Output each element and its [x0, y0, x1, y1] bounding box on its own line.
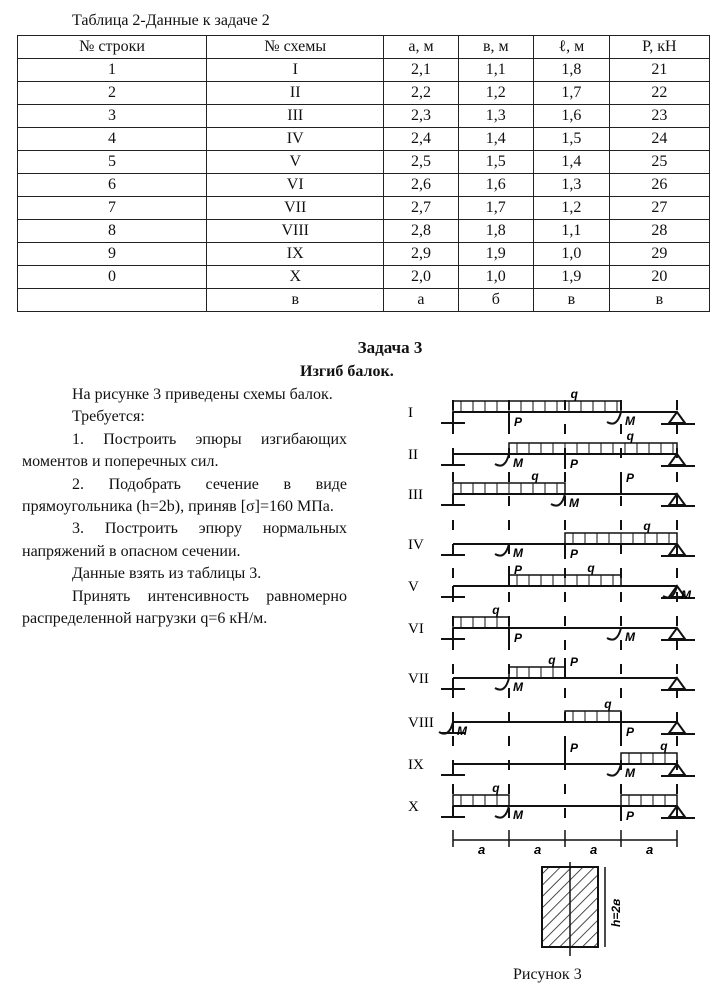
M-label: M: [681, 588, 691, 602]
q-label: q: [604, 697, 612, 711]
table-cell: 2: [18, 82, 207, 105]
beam-scheme: [408, 653, 695, 694]
table-cell: I: [207, 59, 384, 82]
q-label: q: [660, 739, 668, 753]
table-row: [18, 197, 710, 220]
table-cell: 23: [609, 105, 709, 128]
table-cell: в: [207, 289, 384, 312]
beam-scheme: [408, 739, 695, 780]
P-label: P: [570, 547, 579, 561]
table-cell: 9: [18, 243, 207, 266]
table-cell: II: [207, 82, 384, 105]
table-cell: IX: [207, 243, 384, 266]
scheme-label: I: [408, 405, 413, 421]
table-cell: 24: [609, 128, 709, 151]
table-cell: VIII: [207, 220, 384, 243]
table-cell: а: [384, 289, 458, 312]
table-row: [18, 174, 710, 197]
scheme-label: VII: [408, 671, 429, 687]
M-label: M: [457, 724, 467, 738]
table-cell: 2,0: [384, 266, 458, 289]
table-row: [18, 128, 710, 151]
table-cell: 5: [18, 151, 207, 174]
table-cell: 22: [609, 82, 709, 105]
P-label: P: [514, 631, 523, 645]
beam-scheme: [408, 469, 695, 510]
scheme-label: VIII: [408, 715, 434, 731]
table-cell: 1,0: [458, 266, 533, 289]
table-cell: 1,6: [458, 174, 533, 197]
paragraph: Данные взять из таблицы 3.: [72, 565, 262, 583]
P-label: P: [626, 471, 635, 485]
task-subtitle: Изгиб балок.: [300, 363, 394, 380]
table-cell: 1,5: [534, 128, 610, 151]
beam-scheme: [408, 603, 695, 645]
table-cell: 20: [609, 266, 709, 289]
table-cell: 3: [18, 105, 207, 128]
column-header: в, м: [458, 36, 533, 59]
M-label: M: [625, 630, 635, 644]
table-row: [18, 289, 710, 312]
table-cell: б: [458, 289, 533, 312]
section-height-label: h=2в: [609, 898, 623, 927]
table-cell: 1,8: [534, 59, 610, 82]
figure-caption: Рисунок 3: [513, 966, 582, 983]
table-cell: 27: [609, 197, 709, 220]
table-cell: 0: [18, 266, 207, 289]
table-cell: VI: [207, 174, 384, 197]
P-label: P: [570, 741, 579, 755]
M-label: M: [513, 546, 523, 560]
beam-scheme: [408, 519, 695, 561]
P-label: P: [514, 415, 523, 429]
table-row: [18, 220, 710, 243]
column-header: a, м: [384, 36, 458, 59]
table-cell: 1,2: [534, 197, 610, 220]
q-label: q: [492, 781, 500, 795]
table-cell: 2,9: [384, 243, 458, 266]
M-label: M: [625, 414, 635, 428]
q-label: q: [492, 603, 500, 617]
table-cell: 1,3: [458, 105, 533, 128]
table-row: [18, 151, 710, 174]
column-header: P, кН: [609, 36, 709, 59]
paragraph: 1. Построить эпюры изгибающих моментов и поперечных сил.: [22, 430, 347, 471]
paragraph: Принять интенсивность равномерно распределенной нагрузки q=6 кН/м.: [22, 587, 347, 628]
table-row: [18, 105, 710, 128]
scheme-label: VI: [408, 621, 424, 637]
paragraph: На рисунке 3 приведены схемы балок.: [72, 386, 333, 403]
table-cell: VII: [207, 197, 384, 220]
P-label: P: [514, 563, 523, 577]
task-title: Задача 3: [357, 338, 423, 357]
P-label: P: [626, 725, 635, 739]
table-cell: 29: [609, 243, 709, 266]
table-cell: 2,6: [384, 174, 458, 197]
table-cell: V: [207, 151, 384, 174]
paragraph: 2. Подобрать сечение в виде прямоугольника (h=2b), приняв [σ]=160 МПа.: [22, 475, 347, 516]
beam-scheme: [408, 429, 695, 471]
q-label: q: [548, 653, 556, 667]
scheme-label: II: [408, 447, 418, 463]
table-cell: 1,4: [458, 128, 533, 151]
table-cell: 1,9: [534, 266, 610, 289]
table-cell: 1,8: [458, 220, 533, 243]
table-cell: 1,4: [534, 151, 610, 174]
q-label: q: [626, 429, 634, 443]
table-cell: 4: [18, 128, 207, 151]
dimension-a-label: a: [478, 842, 486, 857]
table-header-row: [18, 36, 710, 59]
table-cell: 28: [609, 220, 709, 243]
table-cell: 2,5: [384, 151, 458, 174]
paragraph: 3. Построить эпюру нормальных напряжений в опасном сечении.: [22, 520, 347, 560]
scheme-label: IV: [408, 537, 424, 553]
table-cell: 25: [609, 151, 709, 174]
table-cell: 2,8: [384, 220, 458, 243]
M-label: M: [513, 680, 523, 694]
table-cell: 1,7: [458, 197, 533, 220]
beam-scheme: [408, 387, 695, 429]
scheme-label: V: [408, 579, 419, 595]
table-cell: 1: [18, 59, 207, 82]
column-header: № строки: [18, 36, 207, 59]
table-row: [18, 59, 710, 82]
dimension-a-label: a: [534, 842, 542, 857]
table-cell: 21: [609, 59, 709, 82]
table-cell: 1,2: [458, 82, 533, 105]
table-cell: 1,1: [534, 220, 610, 243]
table-cell: 1,1: [458, 59, 533, 82]
table-cell: 7: [18, 197, 207, 220]
P-label: P: [570, 457, 579, 471]
table-cell: 1,6: [534, 105, 610, 128]
table-cell: в: [609, 289, 709, 312]
q-label: q: [570, 387, 578, 401]
scheme-label: IX: [408, 757, 424, 773]
table-row: [18, 243, 710, 266]
table-cell: 2,3: [384, 105, 458, 128]
beam-scheme: [408, 697, 695, 739]
beam-scheme: [408, 561, 695, 602]
q-label: q: [643, 519, 651, 533]
table-cell: IV: [207, 128, 384, 151]
P-label: P: [626, 809, 635, 823]
q-label: q: [587, 561, 595, 575]
table-cell: 6: [18, 174, 207, 197]
M-label: M: [513, 456, 523, 470]
column-header: ℓ, м: [534, 36, 610, 59]
table-title: Таблица 2-Данные к задаче 2: [72, 12, 270, 29]
beam-schemes-figure: [400, 382, 721, 962]
table-cell: 1,9: [458, 243, 533, 266]
M-label: M: [569, 496, 579, 510]
table-cell: 2,7: [384, 197, 458, 220]
M-label: M: [625, 766, 635, 780]
table-cell: 26: [609, 174, 709, 197]
table-cell: 2,4: [384, 128, 458, 151]
table-cell: 2,2: [384, 82, 458, 105]
table-row: [18, 266, 710, 289]
P-label: P: [570, 655, 579, 669]
beam-scheme: [408, 781, 695, 823]
table-cell: в: [534, 289, 610, 312]
table-cell: 8: [18, 220, 207, 243]
data-table: [17, 35, 710, 312]
q-label: q: [531, 469, 539, 483]
table-cell: 1,3: [534, 174, 610, 197]
dimension-a-label: a: [646, 842, 654, 857]
paragraph: Требуется:: [72, 408, 145, 426]
table-cell: 2,1: [384, 59, 458, 82]
table-cell: 1,7: [534, 82, 610, 105]
task-text: [22, 384, 347, 630]
table-cell: X: [207, 266, 384, 289]
column-header: № схемы: [207, 36, 384, 59]
table-cell: III: [207, 105, 384, 128]
M-label: M: [513, 808, 523, 822]
table-row: [18, 82, 710, 105]
table-cell: 1,0: [534, 243, 610, 266]
table-cell: 1,5: [458, 151, 533, 174]
scheme-label: X: [408, 799, 419, 815]
scheme-label: III: [408, 487, 423, 503]
table-cell: [18, 289, 207, 312]
dimension-a-label: a: [590, 842, 598, 857]
